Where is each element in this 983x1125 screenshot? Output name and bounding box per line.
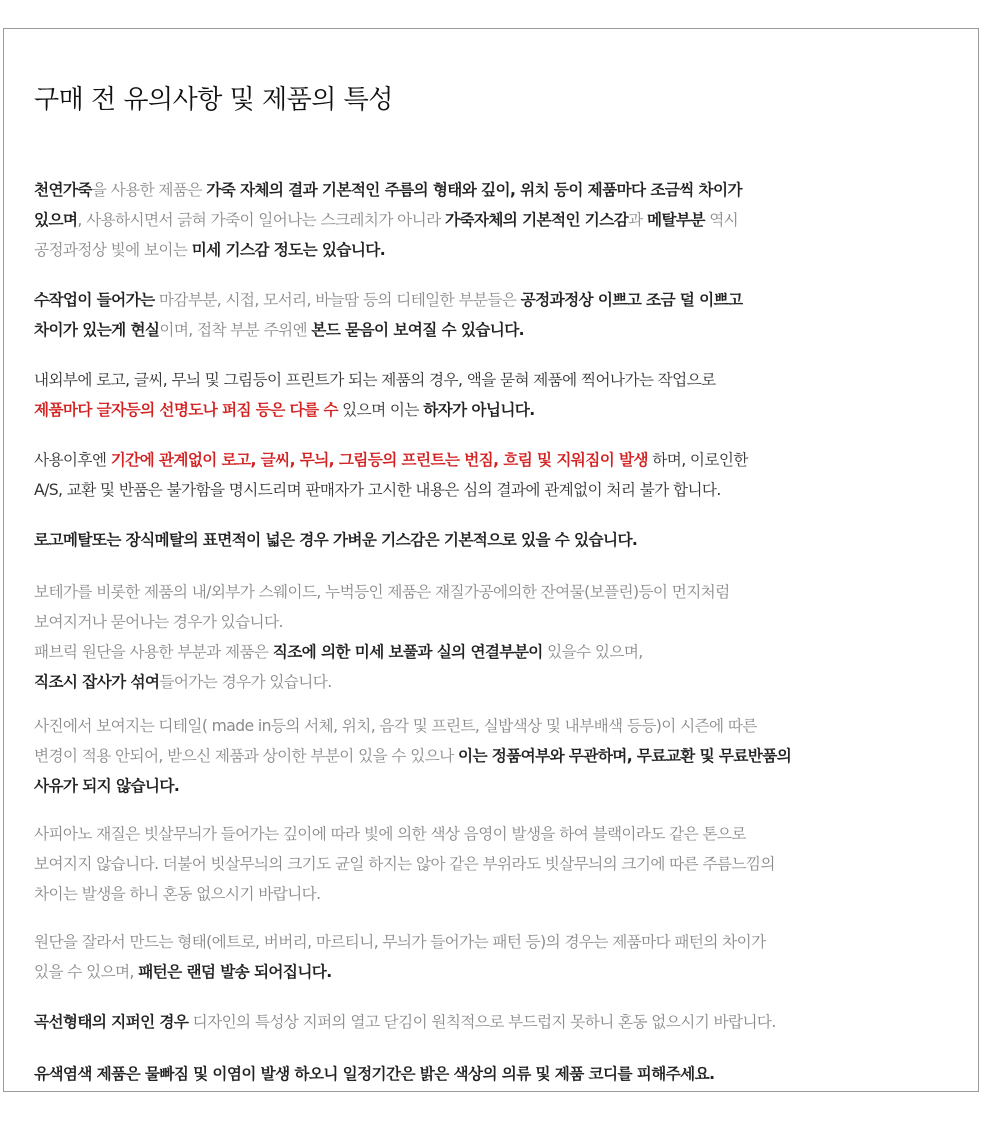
text-segment: 보테가를 비롯한 제품의 내/외부가 스웨이드, 누벅등인 제품은 재질가공에의한 잔여물(보플린)등이 먼지처럼 xyxy=(34,583,730,601)
dark-segment: A/S, 교환 및 반품은 불가함을 명시드리며 판매자가 고시한 내용은 심의 결과에 관계없이 처리 불가 합니다. xyxy=(34,481,721,499)
bold-segment: 천연가죽 xyxy=(34,181,92,199)
paragraph-handwork xyxy=(34,285,742,345)
paragraph-pattern xyxy=(34,927,766,987)
paragraph-color-dye xyxy=(34,1059,714,1089)
paragraph-logo-metal xyxy=(34,525,637,555)
bold-segment: 사유가 되지 않습니다. xyxy=(34,777,180,795)
paragraph-saffiano xyxy=(34,819,775,909)
text-segment: 차이는 발생을 하니 혼동 없으시기 바랍니다. xyxy=(34,885,321,903)
text-segment: 을 사용한 제품은 xyxy=(91,181,207,199)
text-segment: 변경이 적용 안되어, 받으신 제품과 상이한 부분이 있을 수 있으나 xyxy=(34,747,458,765)
text-segment: 패브릭 원단을 사용한 부분과 제품은 xyxy=(34,643,273,661)
paragraph-line xyxy=(34,365,716,395)
paragraph-line xyxy=(34,285,742,315)
paragraph-line xyxy=(34,849,775,879)
bold-segment: 공정과정상 이쁘고 조금 덜 이쁘고 xyxy=(520,291,743,309)
text-segment: 디자인의 특성상 지퍼의 열고 닫김이 원칙적으로 부드럽지 못하니 혼동 없으시기 바랍니다. xyxy=(188,1013,776,1031)
bold-segment: 수작업이 들어가는 xyxy=(34,291,155,309)
text-segment: 역시 xyxy=(704,211,739,229)
text-segment: 이며, 접착 부분 주위엔 xyxy=(159,321,312,339)
paragraph-line xyxy=(34,771,791,801)
paragraph-line xyxy=(34,475,748,505)
red-emphasis-segment: 제품마다 글자등의 선명도나 퍼짐 등은 다를 수 xyxy=(34,401,338,419)
text-segment: 공정과정상 빛에 보이는 xyxy=(34,241,192,259)
paragraph-curved-zipper xyxy=(34,1007,776,1037)
dark-segment: 사용이후엔 xyxy=(34,451,111,469)
paragraph-suede-fabric xyxy=(34,577,730,697)
paragraph-print xyxy=(34,365,716,425)
text-segment: 사진에서 보여지는 디테일( made in등의 서체, 위치, 음각 및 프린트, 실밥색상 및 내부배색 등등)이 시즌에 따른 xyxy=(34,717,757,735)
text-segment: 들어가는 경우가 있습니다. xyxy=(159,673,332,691)
paragraph-line xyxy=(34,445,748,475)
paragraph-line xyxy=(34,637,730,667)
dark-segment: 있으며 이는 xyxy=(337,401,424,419)
paragraph-line xyxy=(34,577,730,607)
text-segment: 사피아노 재질은 빗살무늬가 들어가는 깊이에 따라 빛에 의한 색상 음영이 발생을 하여 블랙이라도 같은 톤으로 xyxy=(34,825,746,843)
bold-segment: 있으며 xyxy=(34,211,78,229)
paragraph-line xyxy=(34,525,637,555)
dark-segment: 하며, 이로인한 xyxy=(647,451,748,469)
paragraph-line xyxy=(34,315,742,345)
bold-segment: 미세 기스감 정도는 있습니다. xyxy=(191,241,386,259)
text-segment: 과 xyxy=(628,211,647,229)
bold-segment: 곡선형태의 지퍼인 경우 xyxy=(34,1013,189,1031)
dark-segment: 내외부에 로고, 글씨, 무늬 및 그림등이 프린트가 되는 제품의 경우, 액을 묻혀 제품에 찍어나가는 작업으로 xyxy=(34,371,716,389)
bold-segment: 로고메탈또는 장식메탈의 표면적이 넓은 경우 가벼운 기스감은 기본적으로 있을 수 있습니다. xyxy=(34,531,638,549)
bold-segment: 가죽 자체의 결과 기본적인 주름의 형태와 깊이, 위치 등이 제품마다 조금씩 차이가 xyxy=(206,181,742,199)
paragraph-line xyxy=(34,607,730,637)
bold-segment: 차이가 있는게 현실 xyxy=(34,321,160,339)
text-segment: 보여지지 않습니다. 더불어 빗살무늬의 크기도 균일 하지는 않아 같은 부위라도 빗살무늬의 크기에 따른 주름느낌의 xyxy=(34,855,775,873)
text-segment: , 사용하시면서 긁혀 가죽이 일어나는 스크레치가 아니라 xyxy=(77,211,445,229)
bold-segment: 하자가 아닙니다. xyxy=(423,401,535,419)
paragraph-line xyxy=(34,879,775,909)
text-segment: 원단을 잘라서 만드는 형태(에트로, 버버리, 마르티니, 무늬가 들어가는 패턴 등)의 경우는 제품마다 패턴의 차이가 xyxy=(34,933,766,951)
paragraph-line xyxy=(34,395,716,425)
bold-segment: 직조에 의한 미세 보풀과 실의 연결부분이 xyxy=(272,643,543,661)
paragraph-natural-leather xyxy=(34,175,742,265)
bold-segment: 메탈부분 xyxy=(647,211,705,229)
text-segment: 있을 수 있으며, xyxy=(34,963,139,981)
paragraph-line xyxy=(34,741,791,771)
paragraph-photo-details xyxy=(34,711,791,801)
bold-segment: 이는 정품여부와 무관하며, 무료교환 및 무료반품의 xyxy=(457,747,792,765)
text-segment: 있을수 있으며, xyxy=(542,643,643,661)
notice-frame xyxy=(3,28,979,1092)
paragraph-line xyxy=(34,235,742,265)
text-segment: 보여지거나 묻어나는 경우가 있습니다. xyxy=(34,613,283,631)
bold-segment: 직조시 잡사가 섞여 xyxy=(34,673,160,691)
text-segment: 마감부분, 시접, 모서리, 바늘땀 등의 디테일한 부분들은 xyxy=(154,291,521,309)
paragraph-line xyxy=(34,205,742,235)
page-title: 구매 전 유의사항 및 제품의 특성 xyxy=(34,85,393,115)
paragraph-line xyxy=(34,957,766,987)
paragraph-line xyxy=(34,1007,776,1037)
paragraph-after-use xyxy=(34,445,748,505)
bold-segment: 패턴은 랜덤 발송 되어집니다. xyxy=(138,963,332,981)
red-emphasis-segment: 기간에 관계없이 로고, 글씨, 무늬, 그림등의 프린트는 번짐, 흐림 및 지워짐이 발생 xyxy=(110,451,648,469)
paragraph-line xyxy=(34,1059,714,1089)
paragraph-line xyxy=(34,175,742,205)
bold-segment: 본드 묻음이 보여질 수 있습니다. xyxy=(311,321,525,339)
paragraph-line xyxy=(34,667,730,697)
bold-segment: 유색염색 제품은 물빠짐 및 이염이 발생 하오니 일정기간은 밝은 색상의 의류 및 제품 코디를 피해주세요. xyxy=(34,1065,715,1083)
paragraph-line xyxy=(34,819,775,849)
bold-segment: 가죽자체의 기본적인 기스감 xyxy=(444,211,629,229)
paragraph-line xyxy=(34,711,791,741)
paragraph-line xyxy=(34,927,766,957)
